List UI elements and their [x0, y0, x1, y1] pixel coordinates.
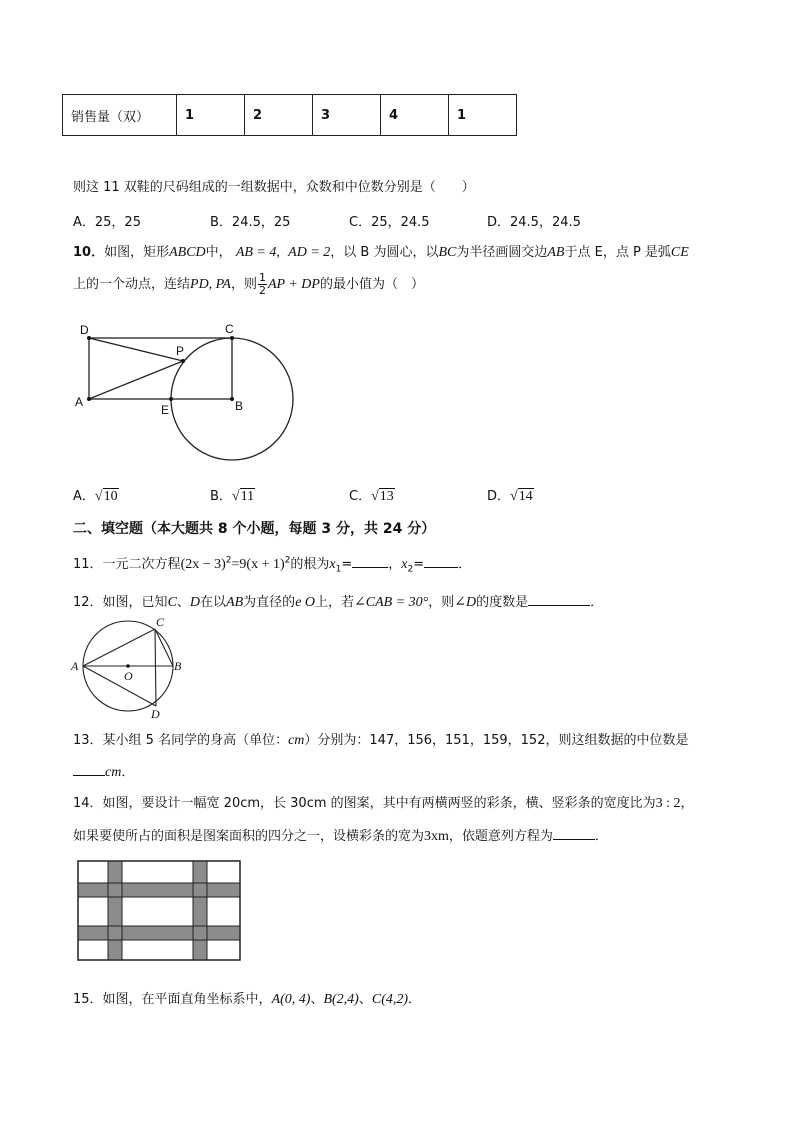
segment-ad [83, 666, 156, 706]
q9-option-c: C．25，24.5 [349, 215, 430, 230]
point-o [126, 664, 130, 668]
denominator: 2 [259, 284, 266, 297]
math: A(0, 4) [271, 992, 311, 1007]
vertical-stripe [193, 861, 207, 960]
q13-line2 [73, 761, 134, 781]
point-a [87, 397, 91, 401]
text: 如图，已知 [102, 595, 168, 610]
table-cell: 1 [177, 95, 245, 136]
math: 3 : 2 [655, 796, 681, 811]
text: ． [408, 992, 422, 1007]
math: ABCD [169, 245, 206, 260]
math: BC [438, 245, 457, 260]
text: 如图，矩形 [104, 245, 170, 260]
table-cell: 3 [313, 95, 381, 136]
label-c: C [225, 322, 234, 336]
label-e: E [161, 403, 170, 417]
math: AB [226, 595, 244, 610]
pattern-border [78, 861, 240, 960]
math: 3xm [424, 829, 449, 844]
label-o: O [124, 669, 133, 683]
q14-line1 [73, 792, 694, 812]
q13-line1 [73, 729, 688, 749]
math: x [329, 557, 336, 572]
text: 上的一个动点，连结 [73, 277, 191, 292]
q10-option-b [210, 485, 255, 505]
point-b [230, 397, 234, 401]
label-b: B [174, 659, 182, 673]
q9-option-b: B．24.5，25 [210, 215, 291, 230]
math: AD = 2 [288, 245, 331, 260]
text: ． [590, 595, 604, 610]
question-number: 12． [73, 595, 103, 610]
math: e O [295, 595, 316, 610]
text: ，则 [230, 277, 257, 292]
option-label: A． [73, 489, 95, 504]
math: ∠CAB = 30° [354, 595, 429, 610]
text: 、 [358, 992, 372, 1007]
text: ，以 B 为圆心，以 [330, 245, 439, 260]
text: 在以 [200, 595, 227, 610]
text: ， [680, 796, 694, 811]
text: ． [121, 765, 135, 780]
exponent: 2 [284, 555, 291, 566]
fraction [258, 272, 267, 297]
option-label: B． [210, 489, 232, 504]
text: 、 [310, 992, 324, 1007]
text: 如果要使所占的面积是图案面积的四分之一，设横彩条的宽为 [73, 829, 425, 844]
radicand: 13 [379, 489, 394, 504]
text: ，则 [428, 595, 455, 610]
label-d: D [151, 707, 160, 718]
q10-line2 [73, 272, 424, 297]
answer-blank[interactable] [73, 763, 105, 776]
horizontal-stripe [78, 926, 240, 940]
math: AB [547, 245, 565, 260]
math: ∠D [454, 595, 477, 610]
point-p [181, 359, 185, 363]
segment-cd [155, 629, 156, 706]
exponent: 2 [225, 555, 232, 566]
math: D [189, 595, 201, 610]
answer-blank[interactable] [528, 593, 590, 606]
segment-pd [89, 338, 183, 361]
sqrt: √11 [231, 489, 255, 504]
question-number: 11． [73, 557, 103, 572]
text: ）分别为：147，156，151，159，152，则这组数据的中位数是 [304, 733, 689, 748]
math: cm [105, 765, 122, 780]
text: 如图，在平面直角坐标系中， [102, 992, 272, 1007]
math: (2x − 3) [180, 557, 226, 572]
label-a: A [75, 395, 84, 409]
table-cell: 1 [449, 95, 517, 136]
text: 为直径的 [243, 595, 296, 610]
question-number: 15． [73, 992, 103, 1007]
q10-option-d [487, 485, 534, 505]
q9-option-d: D．24.5，24.5 [487, 215, 581, 230]
q10-line1 [73, 241, 689, 261]
text: ． [594, 829, 608, 844]
text: 于点 E，点 P 是弧 [564, 245, 671, 260]
text: 、 [176, 595, 190, 610]
table-row [63, 95, 517, 136]
text: ． [458, 557, 472, 572]
table-cell: 2 [245, 95, 313, 136]
text: 的最小值为（ ） [319, 277, 424, 292]
table-cell: 4 [381, 95, 449, 136]
vertical-stripe [108, 861, 122, 960]
label-a: A [71, 659, 79, 673]
answer-blank[interactable] [553, 827, 595, 840]
q12-figure [66, 614, 196, 718]
text: 的根为 [290, 557, 330, 572]
text: 一元二次方程 [102, 557, 181, 572]
horizontal-stripe [78, 883, 240, 897]
text: 为半径画圆交边 [456, 245, 548, 260]
sales-table [62, 94, 517, 136]
text: 13．某小组 5 名同学的身高（单位： [73, 733, 289, 748]
sqrt: √14 [510, 489, 533, 504]
q9-option-a: A．25，25 [73, 215, 141, 230]
math: C [167, 595, 177, 610]
point-c [230, 336, 234, 340]
math: =9(x + 1) [231, 557, 285, 572]
q10-option-c [349, 485, 395, 505]
option-label: C． [349, 489, 372, 504]
text: ， [388, 557, 402, 572]
q11 [73, 553, 471, 575]
q14-figure [77, 860, 242, 962]
text: ，依题意列方程为 [448, 829, 553, 844]
q15 [73, 988, 421, 1008]
q10-option-a [73, 485, 119, 505]
label-p: P [176, 344, 185, 358]
q9-stem: 则这 11 双鞋的尺码组成的一组数据中，众数和中位数分别是（ ） [73, 180, 475, 195]
label-b: B [235, 399, 244, 413]
label-c: C [156, 615, 165, 629]
section-heading: 二、填空题（本大题共 8 个小题，每题 3 分，共 24 分） [73, 521, 436, 537]
numerator: 1 [259, 271, 266, 284]
answer-blank[interactable] [424, 555, 458, 568]
math: C(4,2) [371, 992, 409, 1007]
text: 14．如图，要设计一幅宽 20cm，长 30cm 的图案，其中有两横两竖的彩条，横、竖彩条的宽度比为 [73, 796, 656, 811]
math: B(2,4) [323, 992, 359, 1007]
segment-ac [83, 629, 155, 666]
text: = [413, 557, 425, 572]
label-d: D [80, 323, 89, 337]
math: cm [288, 733, 305, 748]
text: 中， [205, 245, 232, 260]
math: x [401, 557, 408, 572]
radicand: 10 [103, 489, 118, 504]
point-e [169, 397, 173, 401]
radicand: 11 [240, 489, 255, 504]
text: 的度数是 [476, 595, 529, 610]
radicand: 14 [518, 489, 533, 504]
text: = [341, 557, 353, 572]
subscript: 1 [335, 564, 342, 575]
math: AB = 4, [235, 245, 280, 260]
segment-cb [155, 629, 173, 666]
sqrt: √13 [371, 489, 394, 504]
answer-blank[interactable] [352, 555, 388, 568]
q10-figure [70, 318, 310, 468]
math: CE [670, 245, 689, 260]
q14-line2 [73, 825, 608, 845]
math: PD, PA [190, 277, 231, 292]
option-label: D． [487, 489, 511, 504]
segment-pa [89, 361, 183, 399]
sqrt: √10 [94, 489, 118, 504]
q10-number: 10． [73, 245, 105, 260]
subscript: 2 [407, 564, 414, 575]
table-header-cell: 销售量（双） [63, 95, 177, 136]
q12 [73, 591, 603, 611]
math: AP + DP [268, 277, 320, 292]
text: 上，若 [315, 595, 355, 610]
